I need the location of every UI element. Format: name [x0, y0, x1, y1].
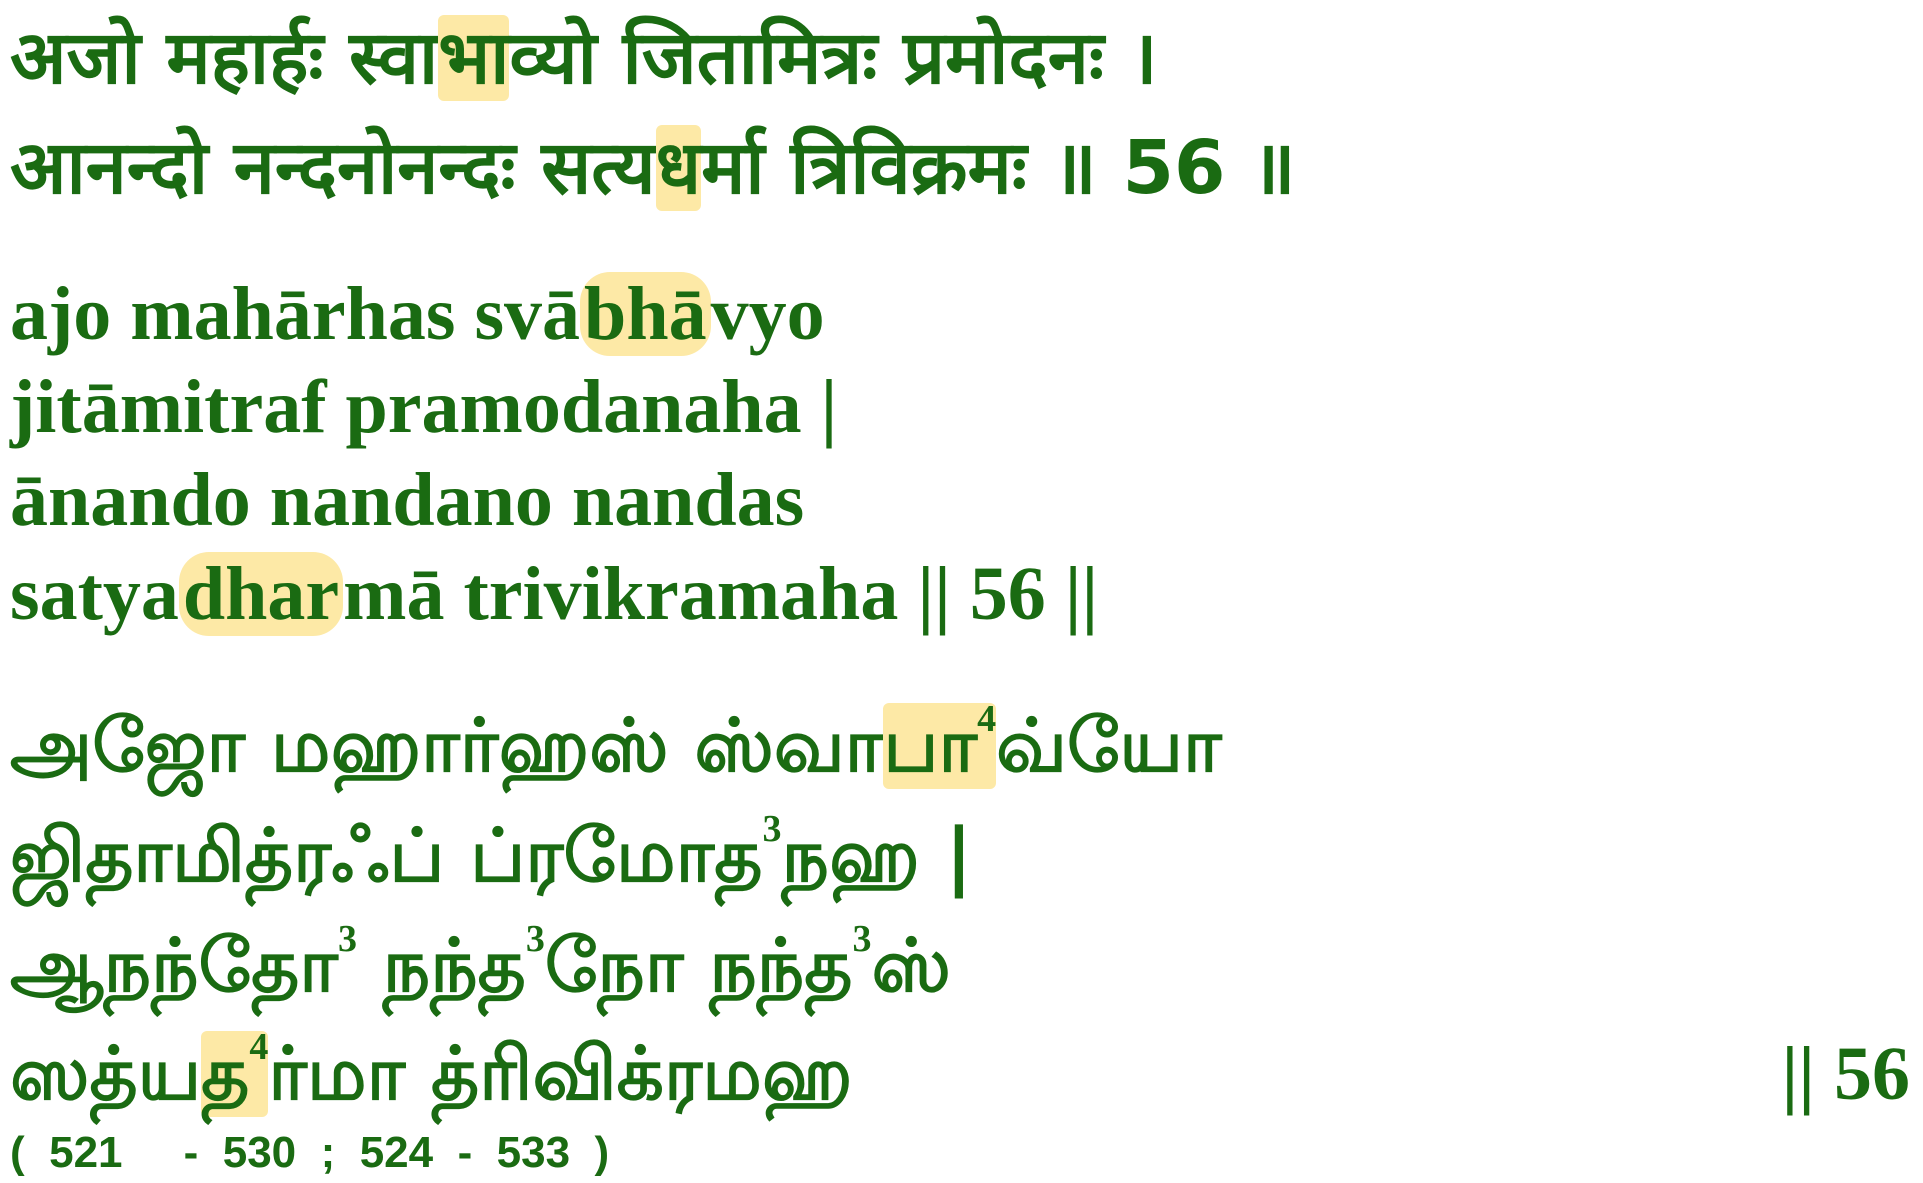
- tamil-line-4-highlight: [201, 1026, 269, 1117]
- tamil-line-4: [10, 1018, 1910, 1130]
- name-references: ( 521 - 530 ; 524 - 533 ): [10, 1128, 610, 1177]
- tamil-line-2: [10, 800, 972, 912]
- tamil-line-3-sup-b: 3: [525, 918, 545, 960]
- verse-page: [10, 0, 1910, 1183]
- transliteration-line-2: jitāmitraf pramodanaha |: [10, 365, 838, 449]
- devanagari-line-1-post: व्यो जितामित्रः प्रमोदनः ।: [509, 15, 1158, 101]
- tamil-line-2-post: நஹ |: [781, 813, 973, 899]
- devanagari-line-2: [10, 118, 1296, 218]
- tamil-line-2-pre: ஜிதாமித்ரஃப் ப்ரமோத: [10, 813, 763, 899]
- devanagari-line-2-pre: आनन्दो नन्दनोनन्दः सत्य: [10, 125, 656, 211]
- transliteration-line-1-highlight: bhā: [580, 272, 711, 356]
- transliteration-line-3: ānando nandano nandas: [10, 458, 805, 542]
- tamil-line-1-highlight: [883, 698, 997, 789]
- tamil-line-3-a: ஆநந்தோ: [10, 923, 338, 1009]
- tamil-line-1-post: வ்யோ: [996, 703, 1222, 789]
- tamil-line-4-sup: 4: [249, 1026, 269, 1068]
- tamil-line-3-sup-c: 3: [852, 918, 872, 960]
- tamil-line-1-sup: 4: [977, 698, 997, 740]
- tamil-line-1-pre: அஜோ மஹார்ஹஸ் ஸ்வா: [10, 703, 884, 789]
- tamil-line-3: [10, 910, 951, 1022]
- tamil-line-3-c: நோ நந்த: [544, 923, 853, 1009]
- transliteration-line-4-pre: satya: [10, 552, 179, 636]
- tamil-line-3-b: நந்த: [356, 923, 526, 1009]
- devanagari-line-2-post: र्मा त्रिविक्रमः ॥ 56 ॥: [701, 125, 1296, 211]
- devanagari-line-1-highlight: भा: [438, 15, 510, 101]
- tamil-line-2-sup: 3: [762, 808, 782, 850]
- transliteration-line-4-post: mā trivikramaha || 56 ||: [343, 552, 1099, 636]
- tamil-line-1: [10, 690, 1222, 802]
- devanagari-line-1-pre: अजो महार्हः स्वा: [10, 15, 439, 101]
- verse-number: || 56: [1781, 1032, 1910, 1116]
- transliteration-line-4-highlight: dhar: [179, 552, 343, 636]
- tamil-line-3-sup-a: 3: [337, 918, 357, 960]
- tamil-line-4-highlight-text: த: [201, 1031, 250, 1117]
- transliteration-line-1: [10, 268, 825, 360]
- tamil-line-1-highlight-text: பா: [883, 703, 978, 789]
- tamil-line-4-pre: ஸத்ய: [10, 1031, 202, 1117]
- transliteration-line-1-post: vyo: [710, 272, 825, 356]
- transliteration-line-4: [10, 548, 1098, 640]
- tamil-line-3-d: ஸ்: [871, 923, 951, 1009]
- transliteration-line-1-pre: ajo mahārhas svā: [10, 272, 581, 356]
- devanagari-line-2-highlight: ध: [655, 125, 702, 211]
- tamil-line-4-post: ர்மா த்ரிவிக்ரமஹ: [268, 1031, 853, 1117]
- devanagari-line-1: [10, 8, 1158, 108]
